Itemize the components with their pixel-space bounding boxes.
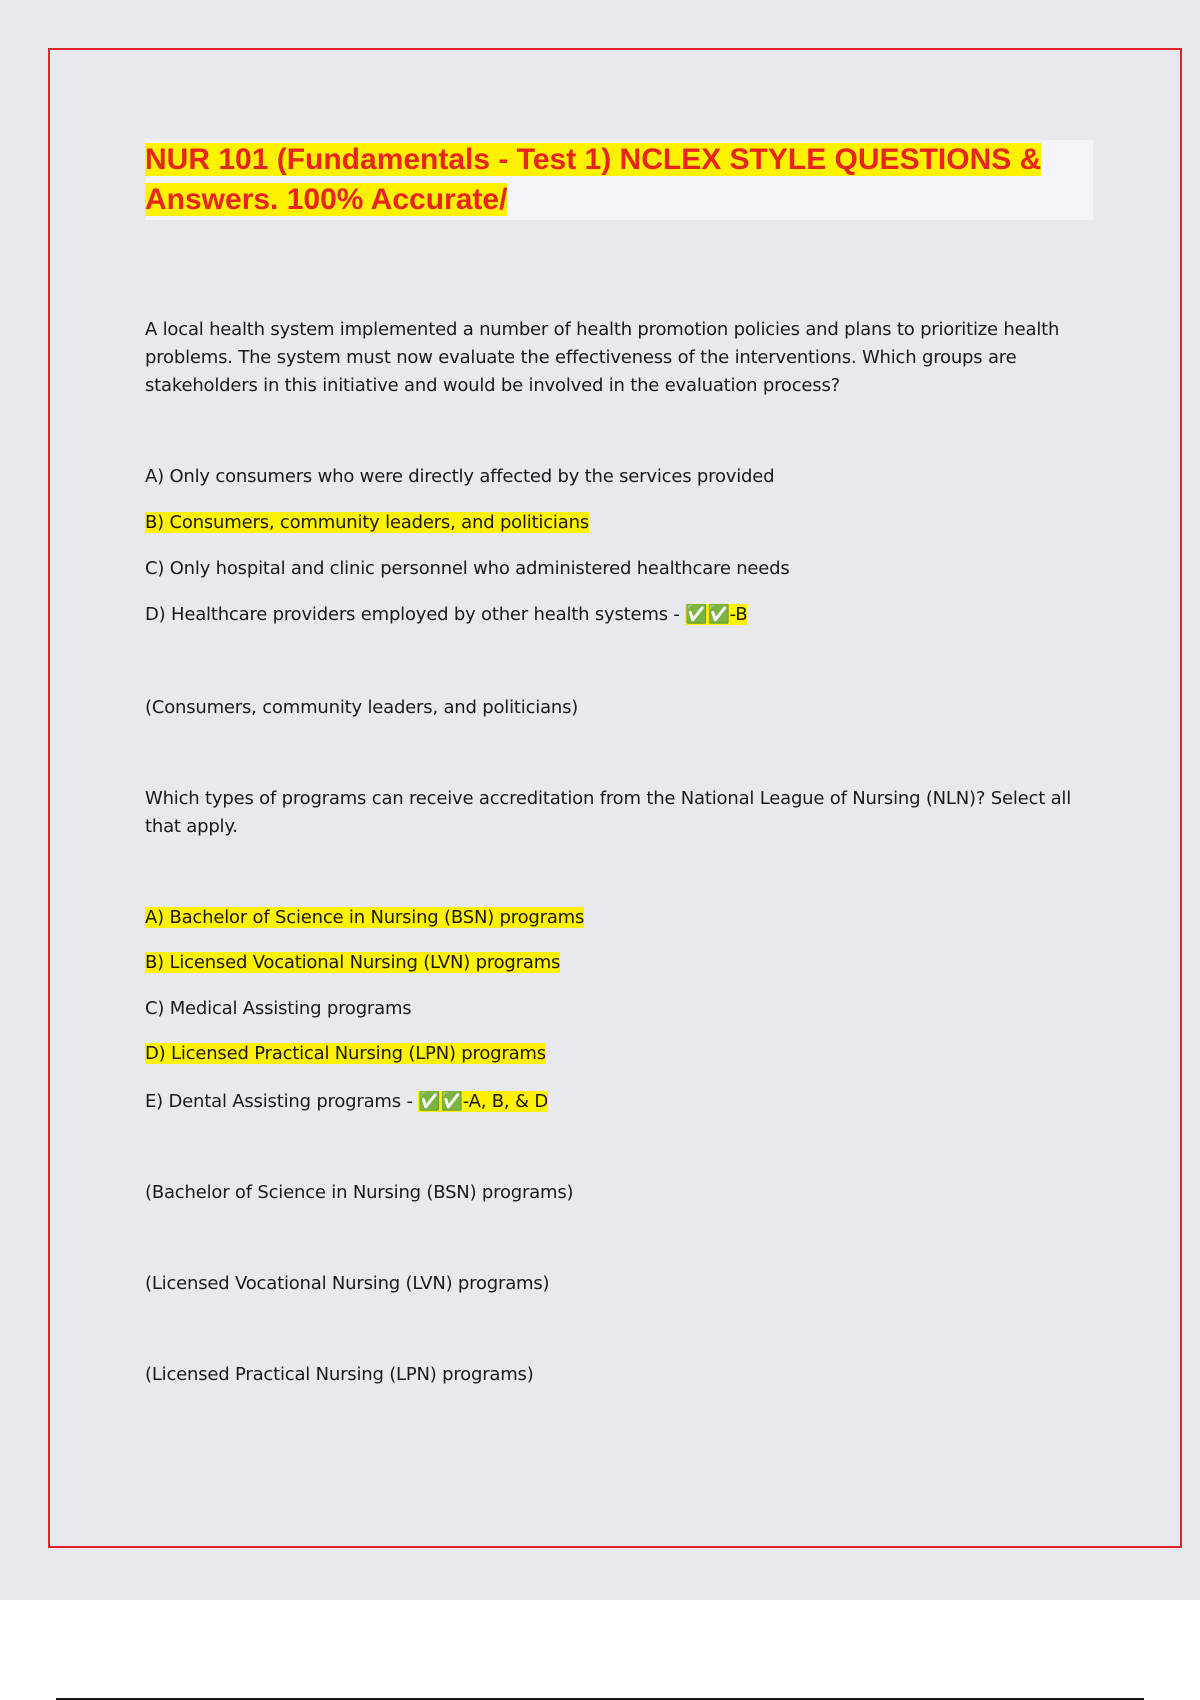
q2-option-e [145,1087,548,1117]
q1-option-a: A) Only consumers who were directly affected by the services provided [145,466,775,487]
q2-option-a-highlight: A) Bachelor of Science in Nursing (BSN) programs [145,907,585,928]
q2-option-d-highlight: D) Licensed Practical Nursing (LPN) programs [145,1043,546,1064]
q1-option-d-text: D) Healthcare providers employed by other health systems - [145,604,686,625]
q2-option-a [145,903,584,933]
document-title [145,140,1093,220]
q1-explanation: (Consumers, community leaders, and politicians) [145,697,579,718]
q2-answer-marker: ✅✅-A, B, & D [418,1091,548,1112]
q1-option-d [145,600,747,630]
q1-option-b [145,508,589,538]
q2-option-e-text: E) Dental Assisting programs - [145,1091,419,1112]
q1-option-c: C) Only hospital and clinic personnel who administered healthcare needs [145,558,790,579]
q1-answer-marker: ✅✅-B [685,604,748,625]
title-line-2: Answers. 100% Accurate/ [145,183,508,216]
q2-explanation-3: (Licensed Practical Nursing (LPN) programs) [145,1364,534,1385]
question-2-text: Which types of programs can receive accreditation from the National League of Nursing (NLN)? Select all that apply. [145,788,1072,837]
title-line-1: NUR 101 (Fundamentals - Test 1) NCLEX STYLE QUESTIONS & [145,143,1042,176]
q2-option-b [145,948,560,978]
q2-option-d [145,1039,546,1069]
q2-option-b-highlight: B) Licensed Vocational Nursing (LVN) programs [145,952,561,973]
q2-option-c: C) Medical Assisting programs [145,998,412,1019]
q1-option-b-highlight: B) Consumers, community leaders, and politicians [145,512,589,533]
question-1-text: A local health system implemented a number of health promotion policies and plans to prioritize health problems. The system must now evaluate the effectiveness of the interventions. Which groups are stakeholders in this initiative and would be involved in the evaluation process? [145,319,1060,396]
q2-explanation-1: (Bachelor of Science in Nursing (BSN) programs) [145,1182,574,1203]
document-content [145,140,1095,1385]
q2-explanation-2: (Licensed Vocational Nursing (LVN) programs) [145,1273,550,1294]
